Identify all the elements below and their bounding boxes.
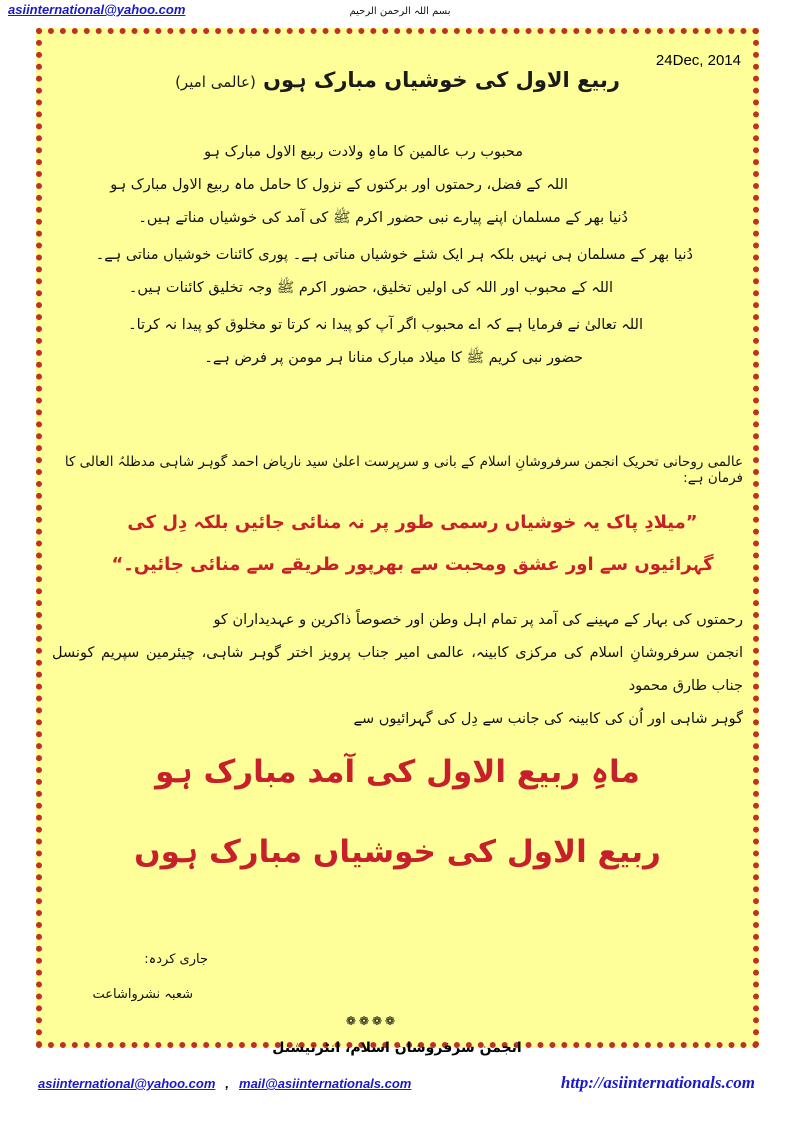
message-line: دُنیا بھر کے مسلمان ہی نہیں بلکہ ہر ایک شئے خوشیاں مناتی ہے۔ پوری کائنات خوشیاں مناتی ہے۔ <box>95 246 693 263</box>
greeting-paragraph-line: رحمتوں کی بہار کے مہینے کی آمد پر تمام اہل وطن اور خصوصاً ذاکرین و عہدیداران کو <box>213 612 743 628</box>
footer-email-link[interactable]: asiinternational@yahoo.com <box>38 1076 216 1091</box>
website-link[interactable]: http://asiinternationals.com <box>560 1073 755 1092</box>
message-line: دُنیا بھر کے مسلمان اپنے پیارے نبی حضور اکرم ﷺ کی آمد کی خوشیاں مناتے ہیں۔ <box>138 210 628 226</box>
flower-ornament-icon: ❁❁❁❁ <box>345 1014 399 1028</box>
issued-by-label: جاری کردہ: <box>144 952 208 967</box>
card-title <box>42 68 753 92</box>
greeting-paragraph <box>52 604 743 736</box>
message-lines <box>82 144 733 387</box>
organization-name: انجمن سرفروشان اسلام، انٹرنیشنل <box>272 1040 522 1056</box>
footer-emails <box>38 1076 411 1091</box>
message-line: حضور نبی کریم ﷺ کا میلاد مبارک منانا ہر مومن پر فرض ہے۔ <box>204 350 583 366</box>
message-line: اللہ کے فضل، رحمتوں اور برکتوں کے نزول کا حامل ماہ ربیع الاول مبارک ہو <box>110 176 568 193</box>
card-date: 24Dec, 2014 <box>655 52 741 69</box>
greeting-card <box>36 28 759 1048</box>
big-greeting-2: ربیع الاول کی خوشیاں مبارک ہوں <box>134 834 661 870</box>
saying-quote-line: گہرائیوں سے اور عشق ومحبت سے بھرپور طریقے سے منائی جائیں۔“ <box>111 554 714 575</box>
greeting-paragraph-line: گوہر شاہی اور اُن کی کابینہ کی جانب سے دِل کی گہرائیوں سے <box>353 711 743 727</box>
bismillah-heading: بسم اللہ الرحمن الرحیم <box>349 6 451 17</box>
message-line: اللہ کے محبوب اور اللہ کی اولیں تخلیق، حضور اکرم ﷺ وجہ تخلیق کائنات ہیں۔ <box>128 280 613 296</box>
greeting-paragraph-line: انجمن سرفروشانِ اسلام کی مرکزی کابینہ، عالمی امیر جناب پرویز اختر گوہر شاہی، چیئرمین سپریم کونسل جناب طارق محمود <box>52 645 743 694</box>
issued-by-department: شعبہ نشرواشاعت <box>92 987 193 1002</box>
footer-email-separator: , <box>225 1076 230 1091</box>
footer-email-link[interactable]: mail@asiinternationals.com <box>239 1076 412 1091</box>
card-title-main: ربیع الاول کی خوشیاں مبارک ہوں <box>263 68 620 92</box>
big-greeting-1: ماہِ ربیع الاول کی آمد مبارک ہو <box>155 754 640 790</box>
decree-text: عالمی روحانی تحریک انجمن سرفروشانِ اسلام کے بانی و سرپرست اعلیٰ سید ناریاض احمد گوہر شاہی مدظلہُ العالی کا فرمان ہے: <box>64 454 743 486</box>
saying-quote <box>102 502 723 586</box>
saying-quote-line: ”میلادِ پاک یہ خوشیاں رسمی طور پر نہ منائی جائیں بلکہ دِل کی <box>127 512 698 533</box>
message-line: اللہ تعالیٰ نے فرمایا ہے کہ اے محبوب اگر آپ کو پیدا نہ کرتا تو مخلوق کو پیدا نہ کرتا۔ <box>128 316 643 333</box>
header-email-link[interactable]: asiinternational@yahoo.com <box>8 2 186 17</box>
card-title-sub: (عالمی امیر) <box>175 73 256 91</box>
message-line: محبوب رب عالمین کا ماہِ ولادت ربیع الاول مبارک ہو <box>204 144 523 160</box>
